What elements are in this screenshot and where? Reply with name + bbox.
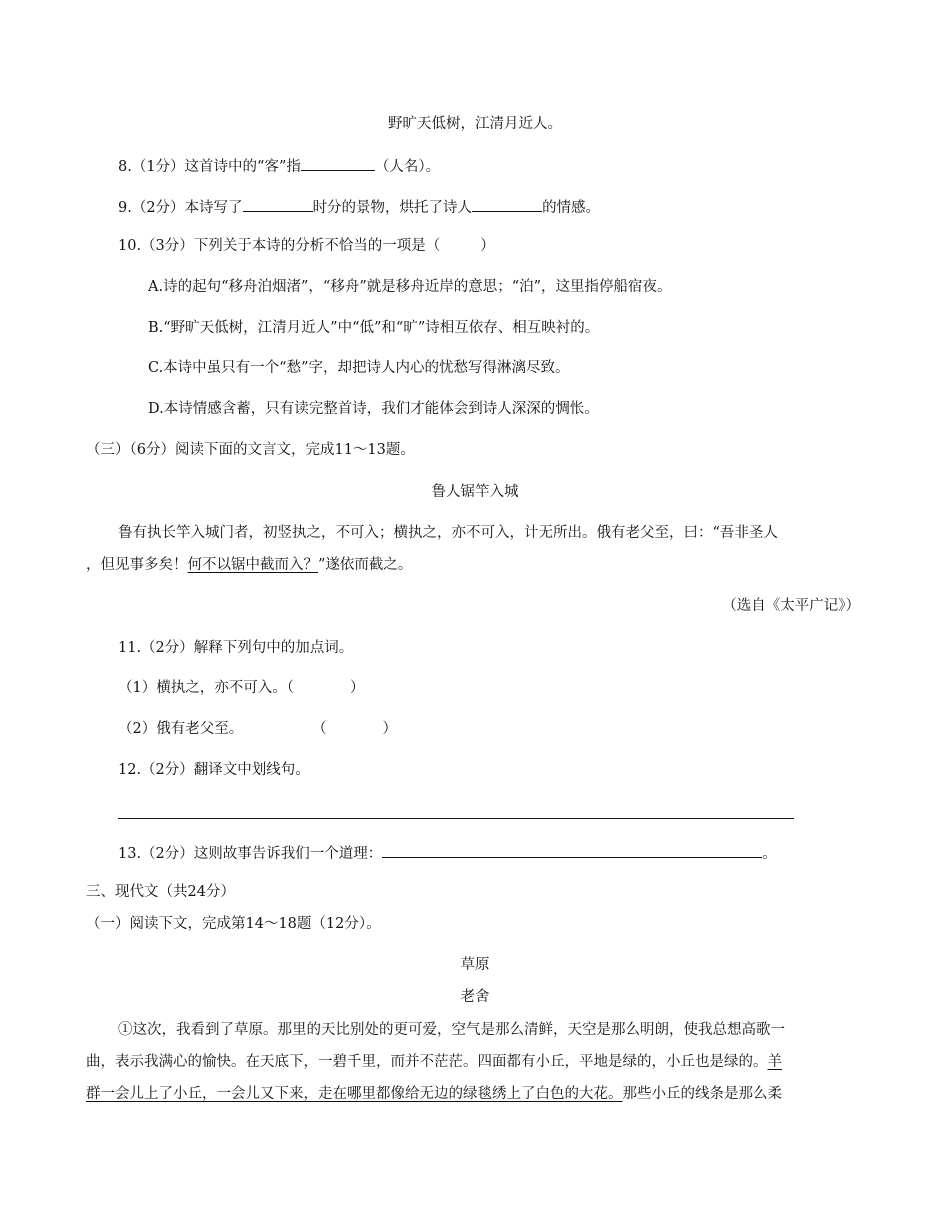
section-modern-heading: 三、现代文（共24分）: [86, 884, 235, 900]
q8-prefix: 8.（1分）这首诗中的“客”指: [118, 159, 301, 175]
q9-prefix: 9.（2分）本诗写了: [118, 200, 243, 216]
classical-source: （选自《太平广记》）: [722, 598, 860, 614]
question-10: [118, 236, 495, 256]
classical-text-line-2-pre: ，但见事多矣！: [86, 557, 188, 573]
classical-text-line-1: 鲁有执长竿入城门者，初竖执之，不可入；横执之，亦不可入，计无所出。俄有老父至，曰：“吾非圣人: [118, 525, 778, 541]
question-11: 11.（2分）解释下列句中的加点词。: [118, 640, 354, 656]
q11-item-2-close: ）: [382, 721, 397, 737]
modern-text-line-1: ①这次，我看到了草原。那里的天比别处的更可爱，空气是那么清鲜，天空是那么明朗，使我总想高歌一: [118, 1022, 785, 1038]
q8-answer-blank[interactable]: [301, 155, 375, 171]
modern-text-line-3: [86, 1084, 782, 1104]
q11-item-1-text: （1）横执之，亦不可入。（: [118, 680, 294, 696]
question-13: [118, 842, 777, 864]
question-8: [118, 155, 440, 177]
q10-stem-end: ）: [480, 238, 495, 254]
modern-underlined-start: 羊: [767, 1054, 782, 1070]
modern-text-line-3-post: 那些小丘的线条是那么柔: [622, 1086, 782, 1102]
q10-option-d: D.本诗情感含蓄，只有读完整首诗，我们才能体会到诗人深深的惆怅。: [148, 401, 599, 417]
classical-text-line-2: [86, 555, 412, 575]
classical-title: 鲁人锯竿入城: [431, 484, 519, 500]
modern-text-line-2-pre: 曲，表示我满心的愉快。在天底下，一碧千里，而并不茫茫。四面都有小丘，平地是绿的，小丘也是绿的。: [86, 1054, 768, 1070]
q11-item-1: [118, 678, 364, 698]
classical-text-line-2-post: ”遂依而截之。: [318, 557, 413, 573]
question-12: 12.（2分）翻译文中划线句。: [118, 762, 310, 778]
poem-last-line: 野旷天低树，江清月近人。: [388, 116, 562, 132]
modern-author: 老舍: [460, 989, 490, 1005]
q13-answer-blank[interactable]: [382, 842, 762, 858]
section-3-sub-3-heading: （三）（6分）阅读下面的文言文，完成11～13题。: [86, 442, 415, 458]
q10-option-c: C.本诗中虽只有一个“愁”字，却把诗人内心的忧愁写得淋漓尽致。: [148, 360, 570, 376]
q11-item-2: [118, 719, 243, 739]
q9-answer-blank-2[interactable]: [472, 196, 542, 212]
q8-suffix: （人名）。: [374, 159, 441, 175]
q9-suffix: 的情感。: [542, 200, 601, 216]
modern-text-line-2: [86, 1052, 782, 1072]
q11-item-2-paren: [312, 719, 397, 739]
q9-middle: 时分的景物，烘托了诗人: [312, 200, 473, 216]
q11-item-1-close: ）: [349, 680, 365, 696]
q10-option-b: B.“野旷天低树，江清月近人”中“低”和“旷”诗相互依存、相互映衬的。: [148, 320, 600, 336]
q10-option-a: A.诗的起句“移舟泊烟渚”，“移舟”就是移舟近岸的意思；“泊”，这里指停船宿夜。: [148, 279, 672, 295]
modern-sub-1-heading: （一）阅读下文，完成第14～18题（12分）。: [86, 916, 381, 932]
q12-answer-line[interactable]: [118, 818, 794, 819]
q10-stem: 10.（3分）下列关于本诗的分析不恰当的一项是（: [118, 238, 441, 254]
q9-answer-blank-1[interactable]: [243, 196, 313, 212]
q13-prefix: 13.（2分）这则故事告诉我们一个道理：: [118, 846, 383, 862]
q11-item-2-open: （: [312, 721, 327, 737]
q13-suffix: 。: [762, 846, 777, 862]
question-9: [118, 196, 600, 218]
classical-underlined-sentence: 何不以锯中截而入？: [187, 557, 318, 573]
modern-title: 草原: [460, 957, 490, 973]
q11-item-2-text: （2）俄有老父至。: [118, 721, 244, 737]
modern-underlined-sentence: 群一会儿上了小丘，一会儿又下来，走在哪里都像给无边的绿毯绣上了白色的大花。: [86, 1086, 623, 1102]
